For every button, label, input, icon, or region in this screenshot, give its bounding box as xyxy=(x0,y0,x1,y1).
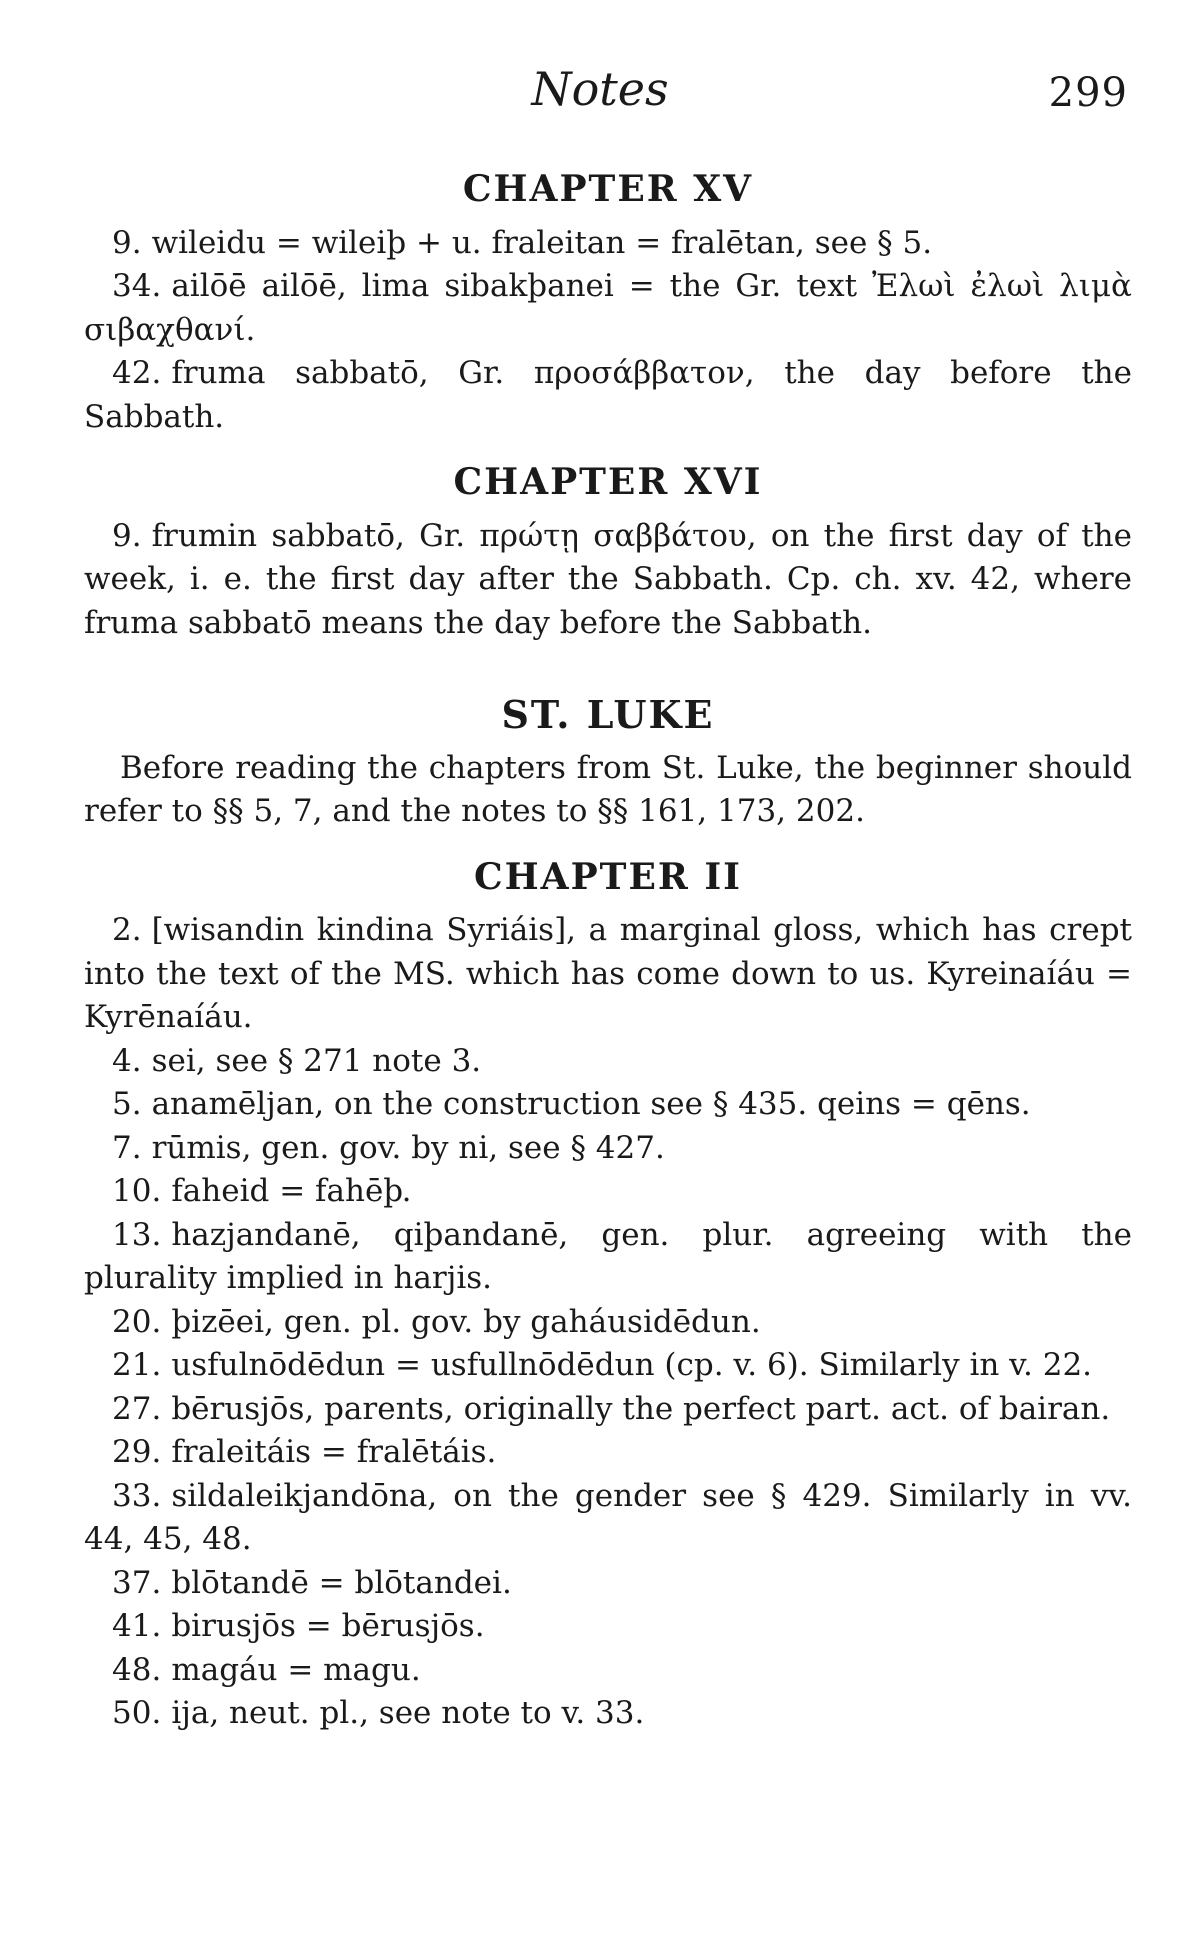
note-text: fruma sabbatō, Gr. προσάββατον, the day before the Sabbath. xyxy=(84,355,1132,435)
note-text: wileidu = wileiþ + u. fraleitan = fralētan, see § 5. xyxy=(151,224,933,261)
note-number: 5. xyxy=(112,1086,142,1122)
note-item xyxy=(84,1431,1132,1475)
note-number: 41. xyxy=(112,1608,162,1644)
note-number: 50. xyxy=(112,1695,162,1731)
note-item xyxy=(84,222,1132,266)
note-item xyxy=(84,909,1132,1040)
note-number: 29. xyxy=(112,1434,162,1470)
note-text: fraleitáis = fralētáis. xyxy=(171,1434,497,1470)
note-number: 7. xyxy=(112,1129,142,1166)
note-text: birusjōs = bērusjōs. xyxy=(171,1608,485,1644)
running-title: Notes xyxy=(531,62,669,116)
note-number: 37. xyxy=(112,1564,162,1601)
note-text: rūmis, gen. gov. by ni, see § 427. xyxy=(151,1129,665,1166)
chapter-heading-xv: CHAPTER XV xyxy=(462,168,754,210)
note-item xyxy=(84,1214,1132,1301)
note-item xyxy=(84,1692,1132,1736)
luke-intro: Before reading the chapters from St. Luke, the beginner should refer to §§ 5, 7, and the notes to §§ 161, 173, 202. xyxy=(84,749,1132,829)
note-number: 2. xyxy=(112,912,142,948)
note-number: 34. xyxy=(112,268,162,304)
note-number: 27. xyxy=(112,1390,162,1427)
note-text: frumin sabbatō, Gr. πρώτῃ σαββάτου, on the first day of the week, i. e. the first day after the Sabbath. Cp. ch. xv. 42, where fruma sabbatō means the day before the Sabbath. xyxy=(84,517,1132,641)
note-number: 4. xyxy=(112,1042,142,1079)
note-number: 21. xyxy=(112,1347,162,1383)
note-number: 13. xyxy=(112,1216,162,1253)
note-item xyxy=(84,352,1132,439)
note-item xyxy=(84,1562,1132,1606)
note-item xyxy=(84,1649,1132,1693)
note-text: faheid = fahēþ. xyxy=(171,1173,412,1209)
note-item xyxy=(84,1170,1132,1214)
note-text: sildaleikjandōna, on the gender see § 429. Similarly in vv. 44, 45, 48. xyxy=(84,1477,1132,1557)
note-text: magáu = magu. xyxy=(171,1651,421,1688)
chapter-heading-ii: CHAPTER II xyxy=(473,855,743,898)
note-number: 20. xyxy=(112,1303,162,1340)
running-head xyxy=(0,62,1200,122)
note-text: hazjandanē, qiþandanē, gen. plur. agreeing with the plurality implied in harjis. xyxy=(84,1216,1132,1296)
note-item xyxy=(84,1127,1132,1171)
note-text: þizēei, gen. pl. gov. by gaháusidēdun. xyxy=(171,1303,761,1340)
note-text: bērusjōs, parents, originally the perfect part. act. of bairan. xyxy=(171,1390,1111,1427)
note-item xyxy=(84,1475,1132,1562)
note-item xyxy=(84,1301,1132,1345)
note-text: [wisandin kindina Syriáis], a marginal gloss, which has crept into the text of the MS. which has come down to us. Kyreinaíáu = Kyrēnaíáu. xyxy=(84,912,1132,1035)
note-number: 9. xyxy=(112,224,142,261)
page-number: 299 xyxy=(1048,70,1128,116)
note-item xyxy=(84,1344,1132,1388)
note-number: 9. xyxy=(112,517,142,554)
note-number: 42. xyxy=(112,355,162,391)
note-number: 10. xyxy=(112,1173,162,1209)
note-item xyxy=(84,1388,1132,1432)
note-text: sei, see § 271 note 3. xyxy=(151,1042,482,1079)
note-text: ailōē ailōē, lima sibakþanei = the Gr. text Ἐλωὶ ἐλωὶ λιμὰ σιβαχθανί. xyxy=(84,268,1132,348)
section-heading-st-luke: ST. LUKE xyxy=(501,692,715,737)
note-text: usfulnōdēdun = usfullnōdēdun (cp. v. 6). Similarly in v. 22. xyxy=(171,1347,1093,1383)
note-item xyxy=(84,1605,1132,1649)
note-text: blōtandē = blōtandei. xyxy=(171,1564,512,1601)
note-text: ija, neut. pl., see note to v. 33. xyxy=(171,1695,645,1731)
note-number: 33. xyxy=(112,1477,162,1514)
note-item xyxy=(84,515,1132,646)
note-item xyxy=(84,1040,1132,1084)
note-text: anamēljan, on the construction see § 435. qeins = qēns. xyxy=(151,1086,1031,1122)
chapter-heading-xvi: CHAPTER XVI xyxy=(453,461,763,503)
text-block xyxy=(84,168,1132,1736)
note-item xyxy=(84,265,1132,352)
note-item xyxy=(84,1083,1132,1127)
note-number: 48. xyxy=(112,1651,162,1688)
